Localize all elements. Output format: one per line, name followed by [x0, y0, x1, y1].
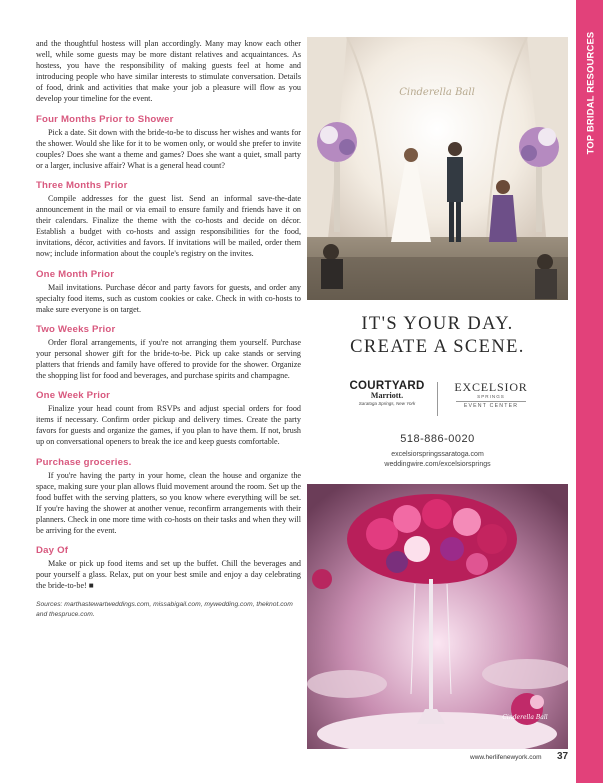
ceremony-illustration — [307, 37, 568, 300]
heading-one-month: One Month Prior — [36, 268, 115, 280]
body-three-months: Compile addresses for the guest list. Send an informal save-the-date announcement in the mail or via email to ensure family and friends have it on their calendars. Finalize the theme with the co-hosts and decide on décor. Establish a budget with co-hosts and assign responsibilities for the food, invitations, décor, activities and favors. If invitations will be mailed, order them now; include information about the couple's registry on the invites. — [36, 193, 301, 259]
body-two-weeks: Order floral arrangements, if you're not arranging them yourself. Purchase your personal shower gift for the bride-to-be. Pick up cake stands or serving platters that friends and family have offered to provide for the shower. Organize the shopping list for food and beverages, and purchase spirits and champagne. — [36, 337, 301, 381]
ceremony-photo — [307, 37, 568, 300]
table-sign: Cinderella Ball — [502, 714, 548, 721]
body-day-of: Make or pick up food items and set up the buffet. Chill the beverages and pour yourself a glass. Relax, put on your best smile and enjoy a day celebrating the bride-to-be! ■ — [36, 559, 301, 591]
excelsior-springs: SPRINGS — [477, 394, 505, 399]
body-one-month: Mail invitations. Purchase décor and party favors for guests, and order any specialty food items, such as custom cookies or cake. Check in with co-hosts to make sure everyone is on target. — [36, 282, 301, 314]
body-four-months: Pick a date. Sit down with the bride-to-be to discuss her wishes and wants for the shower. Would she like for it to be women only, or would she prefer to invite couples? Does she want a theme and games? Does she want a quiet, small party or a larger, inclusive affair? What is a general head count? — [36, 127, 301, 170]
heading-two-weeks: Two Weeks Prior — [36, 323, 116, 335]
ad-headline-1: IT'S YOUR DAY. — [361, 314, 514, 334]
heading-one-week: One Week Prior — [36, 390, 111, 402]
ad-url-1[interactable]: excelsiorspringssaratoga.com — [391, 451, 484, 458]
excelsior-wordmark: EXCELSIOR — [454, 380, 528, 394]
heading-groceries: Purchase groceries. — [36, 456, 132, 468]
logo-divider — [437, 382, 438, 416]
heading-day-of: Day Of — [36, 545, 69, 557]
courtyard-location: Saratoga Springs, New York — [358, 401, 416, 406]
ad-phone[interactable]: 518-886-0020 — [400, 433, 475, 445]
heading-three-months: Three Months Prior — [36, 179, 128, 191]
event-center-wordmark: EVENT CENTER — [463, 403, 519, 409]
article-column — [36, 38, 301, 620]
sources-note: Sources: marthastewartweddings.com, missabigail.com, mywedding.com, theknot.com and thespruce.com. — [36, 601, 293, 619]
intro-paragraph: and the thoughtful hostess will plan accordingly. Many may know each other well, while some guests may be more distant relatives and acquaintances. As hostess, you have the responsibility of making guests feel at home and introducing people who have similar interests to stimulate conversation. Details of food, drink and activities that make your job a pleasure will flow as you develop your timeline for the event. — [36, 39, 301, 104]
body-groceries: If you're having the party in your home, clean the house and organize the space, making sure your plan allows fluid movement around the room. Set up the food buffet with the serving platters, so you know where everything will be set. If you're having the shower at another venue, reconfirm arrangements with their planners. Check in one more time with co-hosts on their tasks and when they will be arriving for the event. — [36, 470, 301, 535]
marriott-wordmark: Marriott. — [370, 391, 404, 400]
page-number: 37 — [557, 751, 569, 762]
reception-illustration — [307, 484, 568, 749]
excelsior-logo — [443, 380, 539, 409]
heading-four-months: Four Months Prior to Shower — [36, 113, 174, 125]
sidebar-label-wrap — [576, 0, 603, 160]
ad-url-2[interactable]: weddingwire.com/excelsiorsprings — [384, 461, 491, 468]
courtyard-logo — [337, 380, 437, 406]
venue-advertisement — [307, 300, 568, 484]
ceremony-sign: Cinderella Ball — [399, 87, 475, 98]
sidebar-label: TOP BRIDAL RESOURCES — [584, 31, 595, 155]
footer-url[interactable]: www.herlifenewyork.com — [470, 754, 542, 761]
courtyard-wordmark: COURTYARD — [349, 380, 425, 392]
body-one-week: Finalize your head count from RSVPs and adjust special orders for food items if necessary. Confirm order pickup and delivery times. Create the party favors for guests and organize the games, if you plan to have them. If not, brush up on conversational openers to break the ice and keep guests comfortable. — [36, 404, 301, 447]
reception-photo — [307, 484, 568, 749]
ad-headline-2: CREATE A SCENE. — [350, 337, 525, 357]
excelsior-rule — [456, 401, 526, 402]
